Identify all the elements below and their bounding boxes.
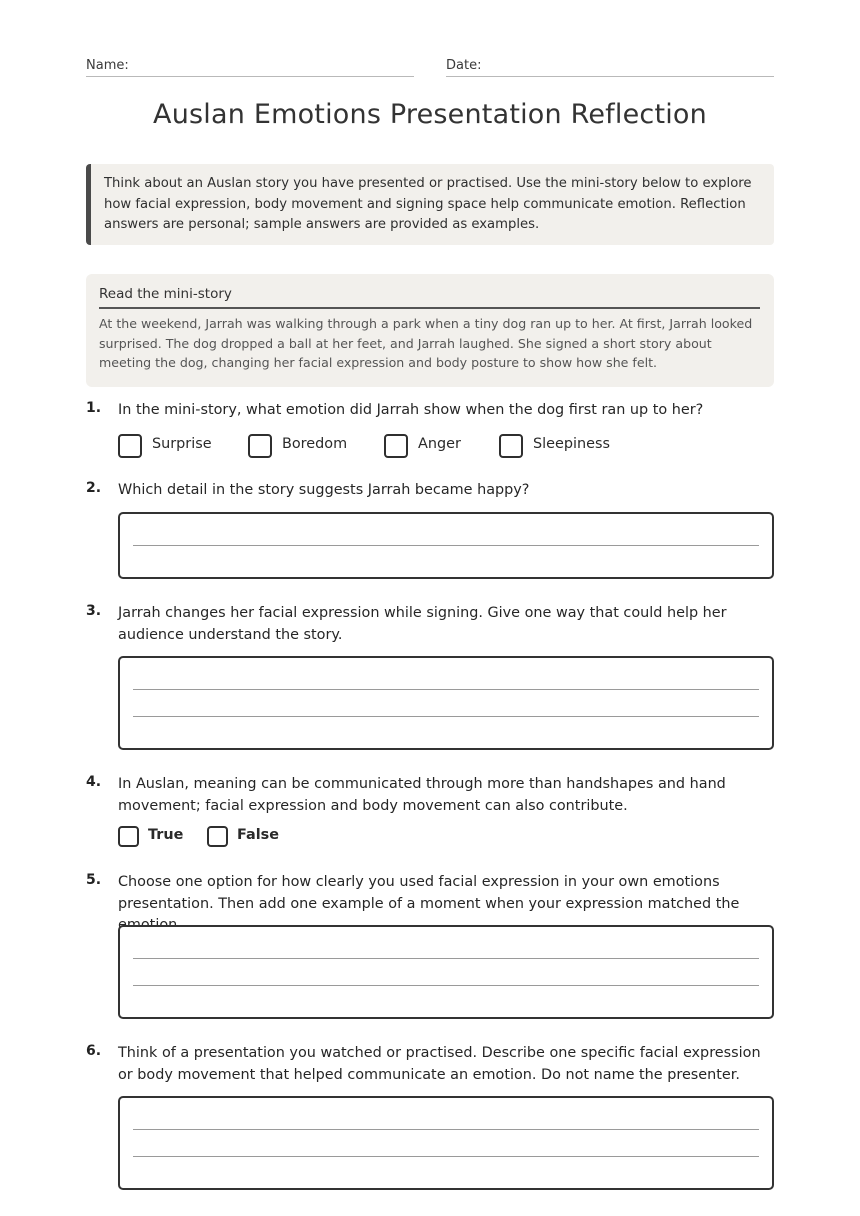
option-label: True [148, 827, 184, 843]
question-number: 1. [86, 400, 102, 416]
option-label: Boredom [282, 436, 348, 452]
question-number: 6. [86, 1043, 102, 1059]
option-label: Anger [418, 436, 461, 452]
question-number: 3. [86, 603, 102, 619]
answer-line [133, 958, 759, 959]
answer-line [133, 1156, 759, 1157]
name-label: Name: [86, 58, 129, 73]
checkbox[interactable] [248, 434, 272, 458]
checkbox[interactable] [384, 434, 408, 458]
date-field[interactable] [446, 54, 774, 77]
answer-box-3[interactable] [118, 656, 774, 750]
checkbox[interactable] [118, 826, 139, 847]
answer-line [133, 716, 759, 717]
answer-line [133, 1129, 759, 1130]
question-text: In Auslan, meaning can be communicated through more than handshapes and hand movement; facial expression and body movement can also contribute. [118, 776, 726, 814]
mini-story-heading: Read the mini-story [99, 286, 760, 309]
option-label: Sleepiness [533, 436, 610, 452]
answer-box-5[interactable] [118, 925, 774, 1019]
checkbox[interactable] [499, 434, 523, 458]
question-text: In the mini-story, what emotion did Jarrah show when the dog first ran up to her? [118, 402, 704, 418]
checkbox[interactable] [118, 434, 142, 458]
date-label: Date: [446, 58, 482, 73]
page-title: Auslan Emotions Presentation Reflection [153, 99, 707, 130]
question-text: Which detail in the story suggests Jarrah became happy? [118, 482, 530, 498]
question-number: 5. [86, 872, 102, 888]
question-number: 4. [86, 774, 102, 790]
intro-text: Think about an Auslan story you have presented or practised. Use the mini-story below to explore how facial expression, body movement and signing space help communicate emotion. Reflection answers are personal; sample answers are provided as examples. [104, 176, 752, 232]
checkbox[interactable] [207, 826, 228, 847]
option-label: False [237, 827, 279, 843]
question-text: Think of a presentation you watched or practised. Describe one specific facial expression or body movement that helped communicate an emotion. Do not name the presenter. [118, 1045, 761, 1083]
question-number: 2. [86, 480, 102, 496]
mini-story-text: At the weekend, Jarrah was walking through a park when a tiny dog ran up to her. At first, Jarrah looked surprised. The dog dropped a ball at her feet, and Jarrah laughed. She signed a short story about meeting the dog, changing her facial expression and body posture to show how she felt. [99, 316, 753, 371]
answer-box-2[interactable] [118, 512, 774, 579]
question-text: Choose one option for how clearly you used facial expression in your own emotions presentation. Then add one example of a moment when your expression matched the [118, 874, 740, 912]
name-field[interactable] [86, 54, 414, 77]
answer-line [133, 545, 759, 546]
answer-line [133, 985, 759, 986]
option-label: Surprise [152, 436, 212, 452]
mini-story-panel [86, 274, 774, 387]
answer-box-6[interactable] [118, 1096, 774, 1190]
intro-callout [86, 164, 774, 245]
question-text: Jarrah changes her facial expression while signing. Give one way that could help her audience understand the story. [118, 605, 727, 643]
answer-line [133, 689, 759, 690]
